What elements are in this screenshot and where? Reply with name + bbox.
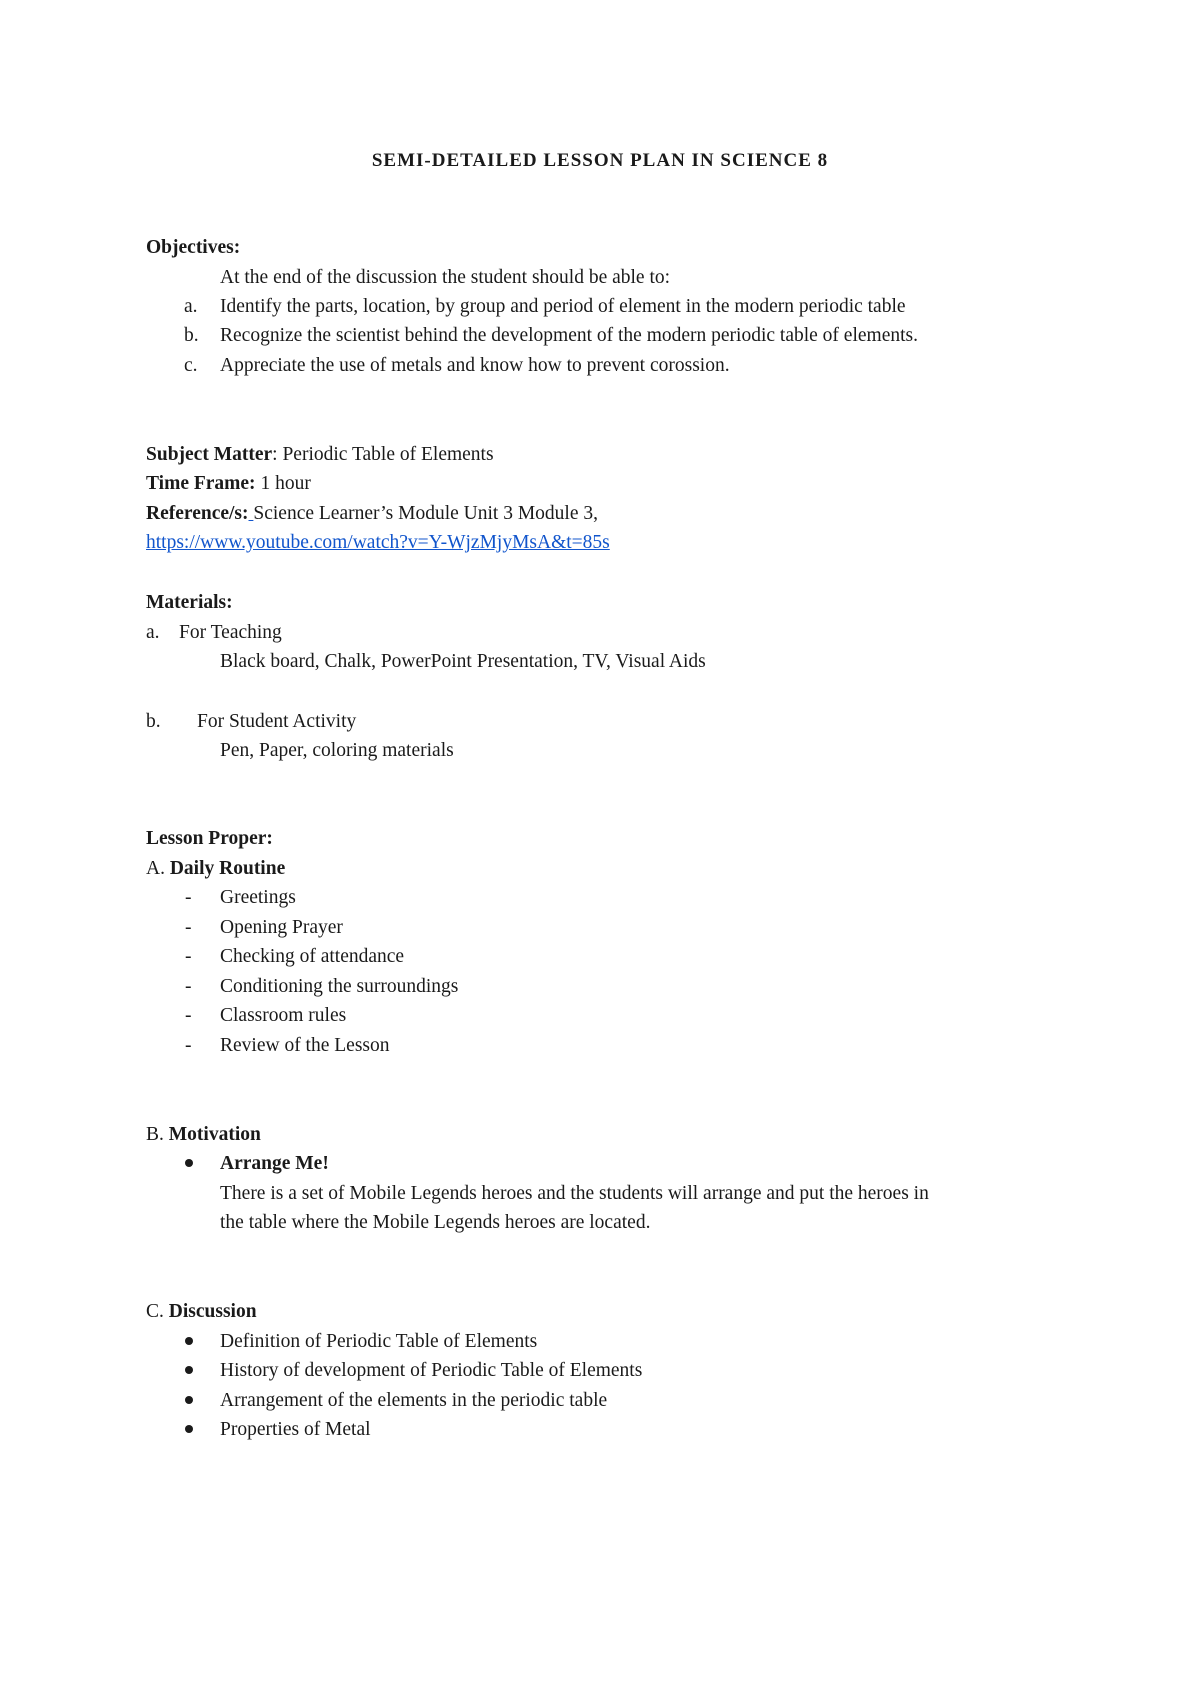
page-title: SEMI-DETAILED LESSON PLAN IN SCIENCE 8 [371,150,829,171]
daily-routine-label: Daily Routine [169,858,286,879]
subject-matter-label: Subject Matter [146,444,273,465]
motivation-letter: B. [146,1124,164,1145]
motivation-label: Motivation [168,1124,261,1145]
materials-marker-a: a. [146,622,160,643]
materials-heading: Materials: [146,592,233,613]
references-line [146,502,598,526]
time-frame-value: 1 hour [255,473,311,494]
routine-item: Review of the Lesson [220,1035,390,1056]
objectives-heading: Objectives: [146,237,241,258]
youtube-link[interactable]: https://www.youtube.com/watch?v=Y-WjzMjyMsA&t=85s [146,532,610,553]
bullet-icon [185,1159,193,1167]
routine-item: Classroom rules [220,1005,347,1026]
bullet-icon [185,1337,193,1345]
objective-marker: c. [184,355,198,376]
materials-student-detail: Pen, Paper, coloring materials [220,740,454,761]
time-frame-label: Time Frame: [146,473,256,494]
bullet-icon [185,1366,193,1374]
routine-item: Checking of attendance [220,946,405,967]
subject-matter-value: : Periodic Table of Elements [272,444,494,465]
materials-teaching-detail: Black board, Chalk, PowerPoint Presentation, TV, Visual Aids [220,651,706,672]
daily-routine-letter: A. [146,858,165,879]
motivation-heading [146,1123,261,1147]
dash-marker: - [185,1035,192,1056]
objective-marker: b. [184,325,199,346]
materials-marker-b: b. [146,711,161,732]
motivation-activity-text: the table where the Mobile Legends heroes are located. [220,1212,651,1233]
discussion-item: Arrangement of the elements in the periodic table [220,1390,608,1411]
dash-marker: - [185,1005,192,1026]
discussion-heading [146,1300,257,1324]
routine-item: Greetings [220,887,296,908]
routine-item: Conditioning the surroundings [220,976,459,997]
motivation-activity-text: There is a set of Mobile Legends heroes and the students will arrange and put the heroes in [220,1183,929,1204]
references-colon: : [242,503,249,524]
dash-marker: - [185,946,192,967]
objective-item: Recognize the scientist behind the development of the modern periodic table of elements. [220,325,918,346]
routine-item: Opening Prayer [220,917,343,938]
dash-marker: - [185,917,192,938]
discussion-item: Definition of Periodic Table of Elements [220,1331,538,1352]
bullet-icon [185,1396,193,1404]
materials-teaching-label: For Teaching [179,622,282,643]
lesson-proper-heading: Lesson Proper: [146,828,273,849]
objectives-intro: At the end of the discussion the student should be able to: [220,267,671,288]
references-label: Reference/s [146,503,243,524]
daily-routine-heading [146,857,285,881]
references-value: Science Learner’s Module Unit 3 Module 3, [253,503,598,524]
motivation-activity-title: Arrange Me! [220,1153,329,1174]
subject-matter-line [146,443,494,467]
discussion-label: Discussion [168,1301,257,1322]
objective-item: Appreciate the use of metals and know how to prevent corossion. [220,355,730,376]
objective-item: Identify the parts, location, by group and period of element in the modern periodic table [220,296,906,317]
discussion-letter: C. [146,1301,164,1322]
discussion-item: History of development of Periodic Table of Elements [220,1360,643,1381]
time-frame-line [146,472,311,496]
dash-marker: - [185,976,192,997]
discussion-item: Properties of Metal [220,1419,371,1440]
bullet-icon [185,1425,193,1433]
dash-marker: - [185,887,192,908]
materials-student-label: For Student Activity [197,711,357,732]
objective-marker: a. [184,296,198,317]
